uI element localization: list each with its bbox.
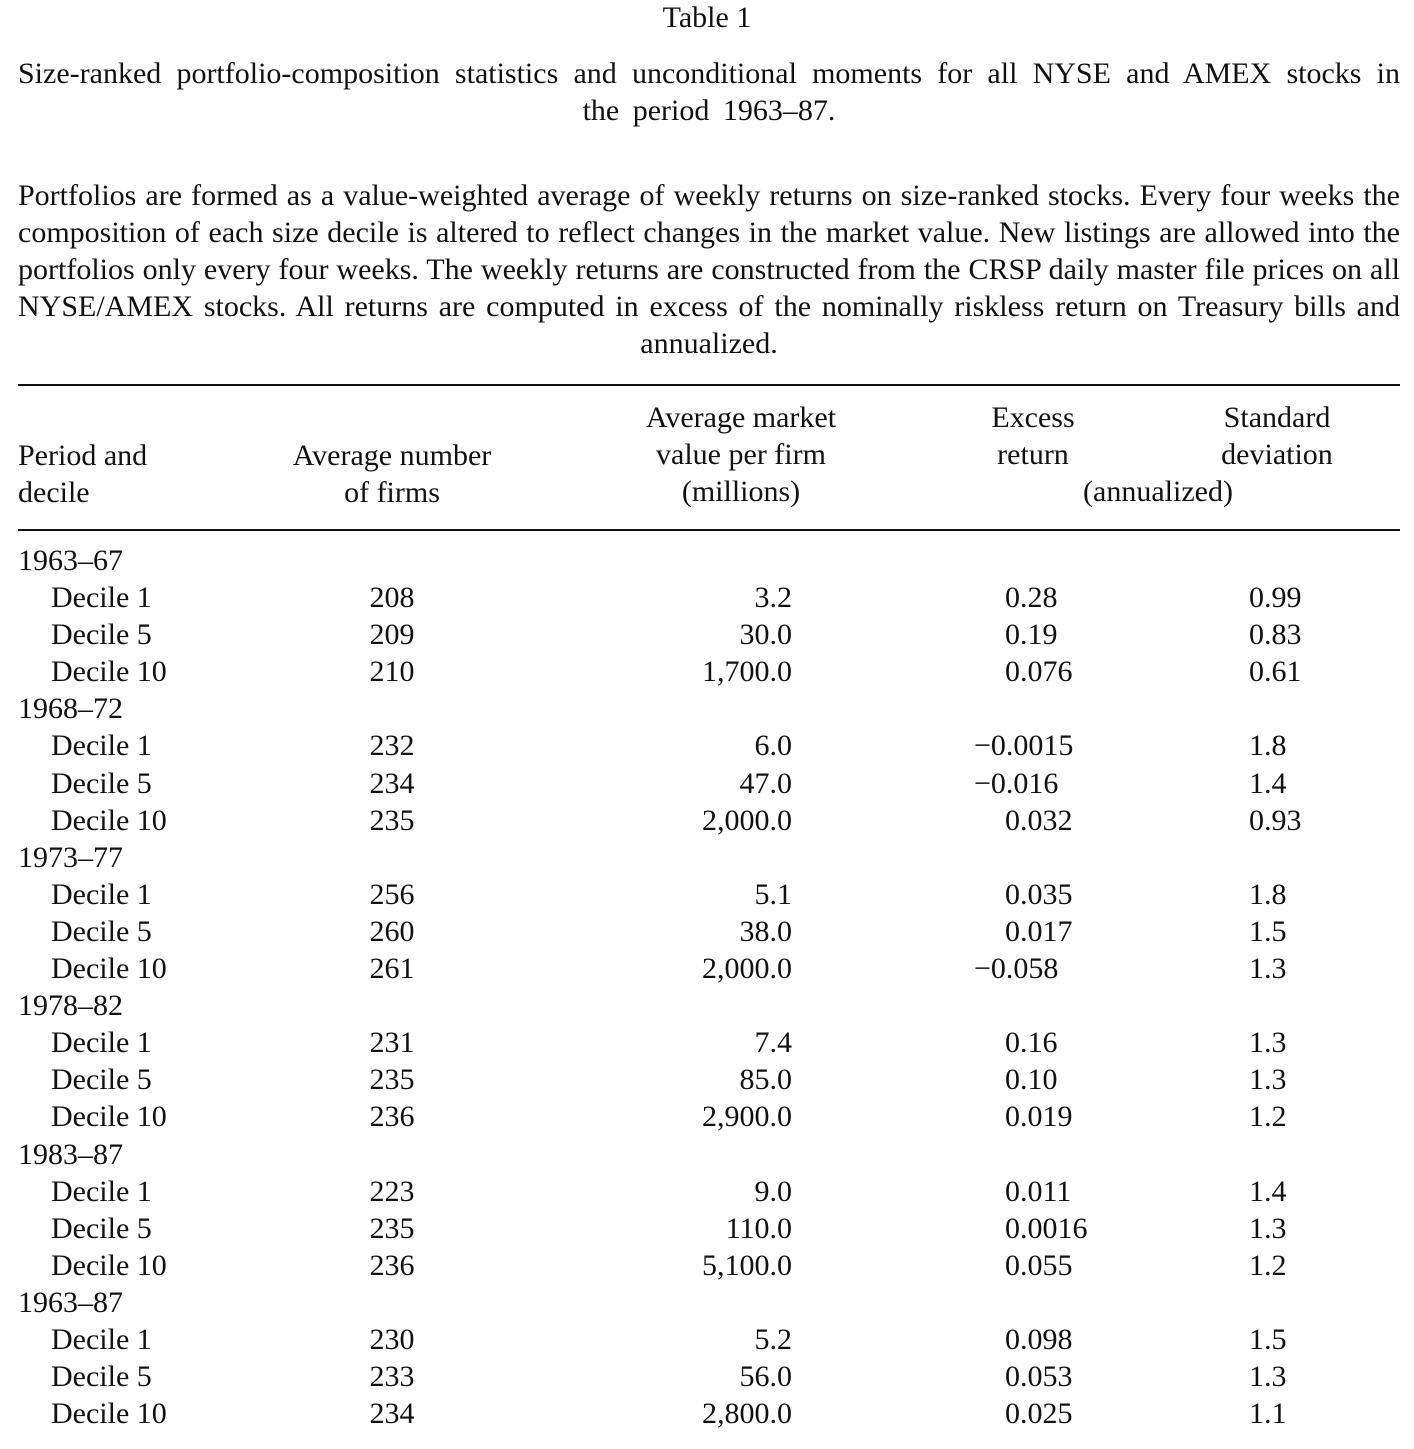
average-market-value: 38.0 [739, 914, 792, 948]
header-mv-line1: Average market [645, 401, 837, 434]
standard-deviation: 1.3 [1249, 952, 1287, 986]
average-market-value: 7.4 [754, 1026, 792, 1060]
header-excess-line2: return [997, 438, 1069, 471]
header-sd-line2: deviation [1221, 438, 1333, 471]
decile-label: Decile 10 [51, 952, 167, 986]
header-period [18, 437, 147, 511]
average-market-value: 30.0 [739, 618, 792, 652]
header-mv-line3: (millions) [681, 475, 801, 508]
average-market-value: 47.0 [739, 766, 792, 800]
average-market-value: 110.0 [725, 1211, 792, 1245]
standard-deviation: 1.8 [1249, 877, 1287, 911]
table-row [0, 727, 1414, 764]
decile-label: Decile 10 [51, 803, 167, 837]
decile-label: Decile 5 [51, 914, 152, 948]
table-row [0, 1061, 1414, 1098]
header-period-line1: Period and [18, 439, 148, 472]
average-number-of-firms: 234 [369, 766, 415, 800]
table-row [0, 802, 1414, 839]
average-market-value: 6.0 [754, 729, 792, 763]
decile-label: Decile 1 [51, 729, 152, 763]
standard-deviation: 1.4 [1249, 766, 1287, 800]
header-firms [262, 437, 522, 511]
table-row [0, 616, 1414, 653]
average-market-value: 5.2 [754, 1322, 792, 1356]
header-firms-line1: Average number [292, 439, 492, 472]
decile-label: Decile 10 [51, 1397, 167, 1431]
decile-label: Decile 1 [51, 1174, 152, 1208]
average-number-of-firms: 235 [369, 803, 415, 837]
average-number-of-firms: 230 [369, 1322, 415, 1356]
decile-label: Decile 5 [51, 1360, 152, 1394]
decile-label: Decile 1 [51, 1322, 152, 1356]
average-market-value: 5,100.0 [702, 1248, 792, 1282]
excess-return: −0.058 [974, 952, 1059, 986]
average-market-value: 1,700.0 [702, 655, 792, 689]
header-standard-deviation [1190, 399, 1364, 473]
decile-label: Decile 5 [51, 766, 152, 800]
average-number-of-firms: 236 [369, 1248, 415, 1282]
excess-return: 0.16 [1005, 1026, 1058, 1060]
header-annualized: (annualized) [1083, 475, 1233, 508]
standard-deviation: 1.3 [1249, 1026, 1287, 1060]
table-row [0, 1024, 1414, 1061]
period-group-row [0, 542, 1414, 579]
excess-return: 0.032 [1005, 803, 1073, 837]
period-group-row [0, 690, 1414, 727]
header-rule [18, 529, 1400, 531]
excess-return: 0.055 [1005, 1248, 1073, 1282]
decile-label: Decile 10 [51, 655, 167, 689]
average-market-value: 2,000.0 [702, 952, 792, 986]
excess-return: 0.025 [1005, 1397, 1073, 1431]
excess-return: −0.0015 [974, 729, 1074, 763]
table-row [0, 1098, 1414, 1135]
table-label: Table 1 [662, 1, 752, 34]
decile-label: Decile 5 [51, 1063, 152, 1097]
table-row [0, 1210, 1414, 1247]
period-label: 1963–67 [18, 544, 123, 577]
average-market-value: 85.0 [739, 1063, 792, 1097]
decile-label: Decile 10 [51, 1248, 167, 1282]
period-group-row [0, 987, 1414, 1024]
period-group-row [0, 1284, 1414, 1321]
standard-deviation: 1.5 [1249, 914, 1287, 948]
standard-deviation: 0.83 [1249, 618, 1302, 652]
average-number-of-firms: 260 [369, 914, 415, 948]
excess-return: 0.011 [1005, 1174, 1072, 1208]
standard-deviation: 0.61 [1249, 655, 1302, 689]
average-number-of-firms: 209 [369, 618, 415, 652]
period-label: 1963–87 [18, 1285, 123, 1319]
header-period-line2: decile [18, 476, 90, 509]
standard-deviation: 1.8 [1249, 729, 1287, 763]
standard-deviation: 1.4 [1249, 1174, 1287, 1208]
average-number-of-firms: 233 [369, 1360, 415, 1394]
excess-return: 0.035 [1005, 877, 1073, 911]
period-group-row [0, 1136, 1414, 1173]
decile-label: Decile 5 [51, 1211, 152, 1245]
average-number-of-firms: 235 [369, 1063, 415, 1097]
table-row [0, 1173, 1414, 1210]
header-excess-return [953, 399, 1113, 473]
header-sd-line1: Standard [1223, 401, 1331, 434]
period-label: 1968–72 [18, 692, 123, 726]
table-row [0, 653, 1414, 690]
excess-return: 0.053 [1005, 1360, 1073, 1394]
excess-return: 0.10 [1005, 1063, 1058, 1097]
excess-return: 0.0016 [1005, 1211, 1088, 1245]
excess-return: −0.016 [974, 766, 1059, 800]
standard-deviation: 1.2 [1249, 1100, 1287, 1134]
average-market-value: 2,000.0 [702, 803, 792, 837]
period-label: 1978–82 [18, 989, 123, 1023]
average-market-value: 2,900.0 [702, 1100, 792, 1134]
average-number-of-firms: 261 [369, 952, 415, 986]
header-excess-line1: Excess [991, 401, 1075, 434]
average-market-value: 3.2 [754, 581, 792, 615]
excess-return: 0.28 [1005, 581, 1058, 615]
header-firms-line2: of firms [344, 476, 440, 509]
average-number-of-firms: 232 [369, 729, 415, 763]
average-number-of-firms: 208 [369, 581, 415, 615]
table-body [0, 542, 1414, 1432]
standard-deviation: 1.3 [1249, 1063, 1287, 1097]
average-number-of-firms: 256 [369, 877, 415, 911]
average-number-of-firms: 223 [369, 1174, 415, 1208]
standard-deviation: 1.5 [1249, 1322, 1287, 1356]
average-market-value: 9.0 [754, 1174, 792, 1208]
table-caption: Portfolios are formed as a value-weighted average of weekly returns on size-ranked stocks. Every four weeks the composition of each size decile is altered to reflect changes in the market value. New listings are allowed into the portfolios only every four weeks. The weekly returns are constructed from the CRSP daily master file prices on all NYSE/AMEX stocks. All returns are computed in excess of the nominally riskless return on Treasury bills and annualized. [18, 179, 1400, 360]
standard-deviation: 1.3 [1249, 1211, 1287, 1245]
table-row [0, 950, 1414, 987]
standard-deviation: 0.93 [1249, 803, 1302, 837]
table-row [0, 1321, 1414, 1358]
excess-return: 0.017 [1005, 914, 1073, 948]
top-rule [18, 384, 1400, 386]
average-market-value: 56.0 [739, 1360, 792, 1394]
average-number-of-firms: 234 [369, 1397, 415, 1431]
average-number-of-firms: 235 [369, 1211, 415, 1245]
standard-deviation: 1.3 [1249, 1360, 1287, 1394]
table-row [0, 913, 1414, 950]
table-row [0, 765, 1414, 802]
excess-return: 0.19 [1005, 618, 1058, 652]
average-number-of-firms: 231 [369, 1026, 415, 1060]
table-row [0, 579, 1414, 616]
table-title: Size-ranked portfolio-composition statistics and unconditional moments for all NYSE and AMEX stocks in the period 1963–87. [18, 57, 1400, 127]
excess-return: 0.019 [1005, 1100, 1073, 1134]
header-mv-line2: value per firm [656, 438, 826, 471]
decile-label: Decile 10 [51, 1100, 167, 1134]
period-label: 1973–77 [18, 840, 123, 874]
table-row [0, 876, 1414, 913]
decile-label: Decile 1 [51, 581, 152, 615]
average-market-value: 2,800.0 [702, 1397, 792, 1431]
table-row [0, 1247, 1414, 1284]
excess-return: 0.098 [1005, 1322, 1073, 1356]
table-row [0, 1358, 1414, 1395]
average-market-value: 5.1 [754, 877, 792, 911]
average-number-of-firms: 210 [369, 655, 415, 689]
header-market-value [611, 399, 871, 510]
period-label: 1983–87 [18, 1137, 123, 1171]
decile-label: Decile 5 [51, 618, 152, 652]
table-row [0, 1395, 1414, 1432]
standard-deviation: 1.2 [1249, 1248, 1287, 1282]
decile-label: Decile 1 [51, 1026, 152, 1060]
standard-deviation: 1.1 [1249, 1397, 1287, 1431]
period-group-row [0, 839, 1414, 876]
average-number-of-firms: 236 [369, 1100, 415, 1134]
excess-return: 0.076 [1005, 655, 1073, 689]
decile-label: Decile 1 [51, 877, 152, 911]
standard-deviation: 0.99 [1249, 581, 1302, 615]
